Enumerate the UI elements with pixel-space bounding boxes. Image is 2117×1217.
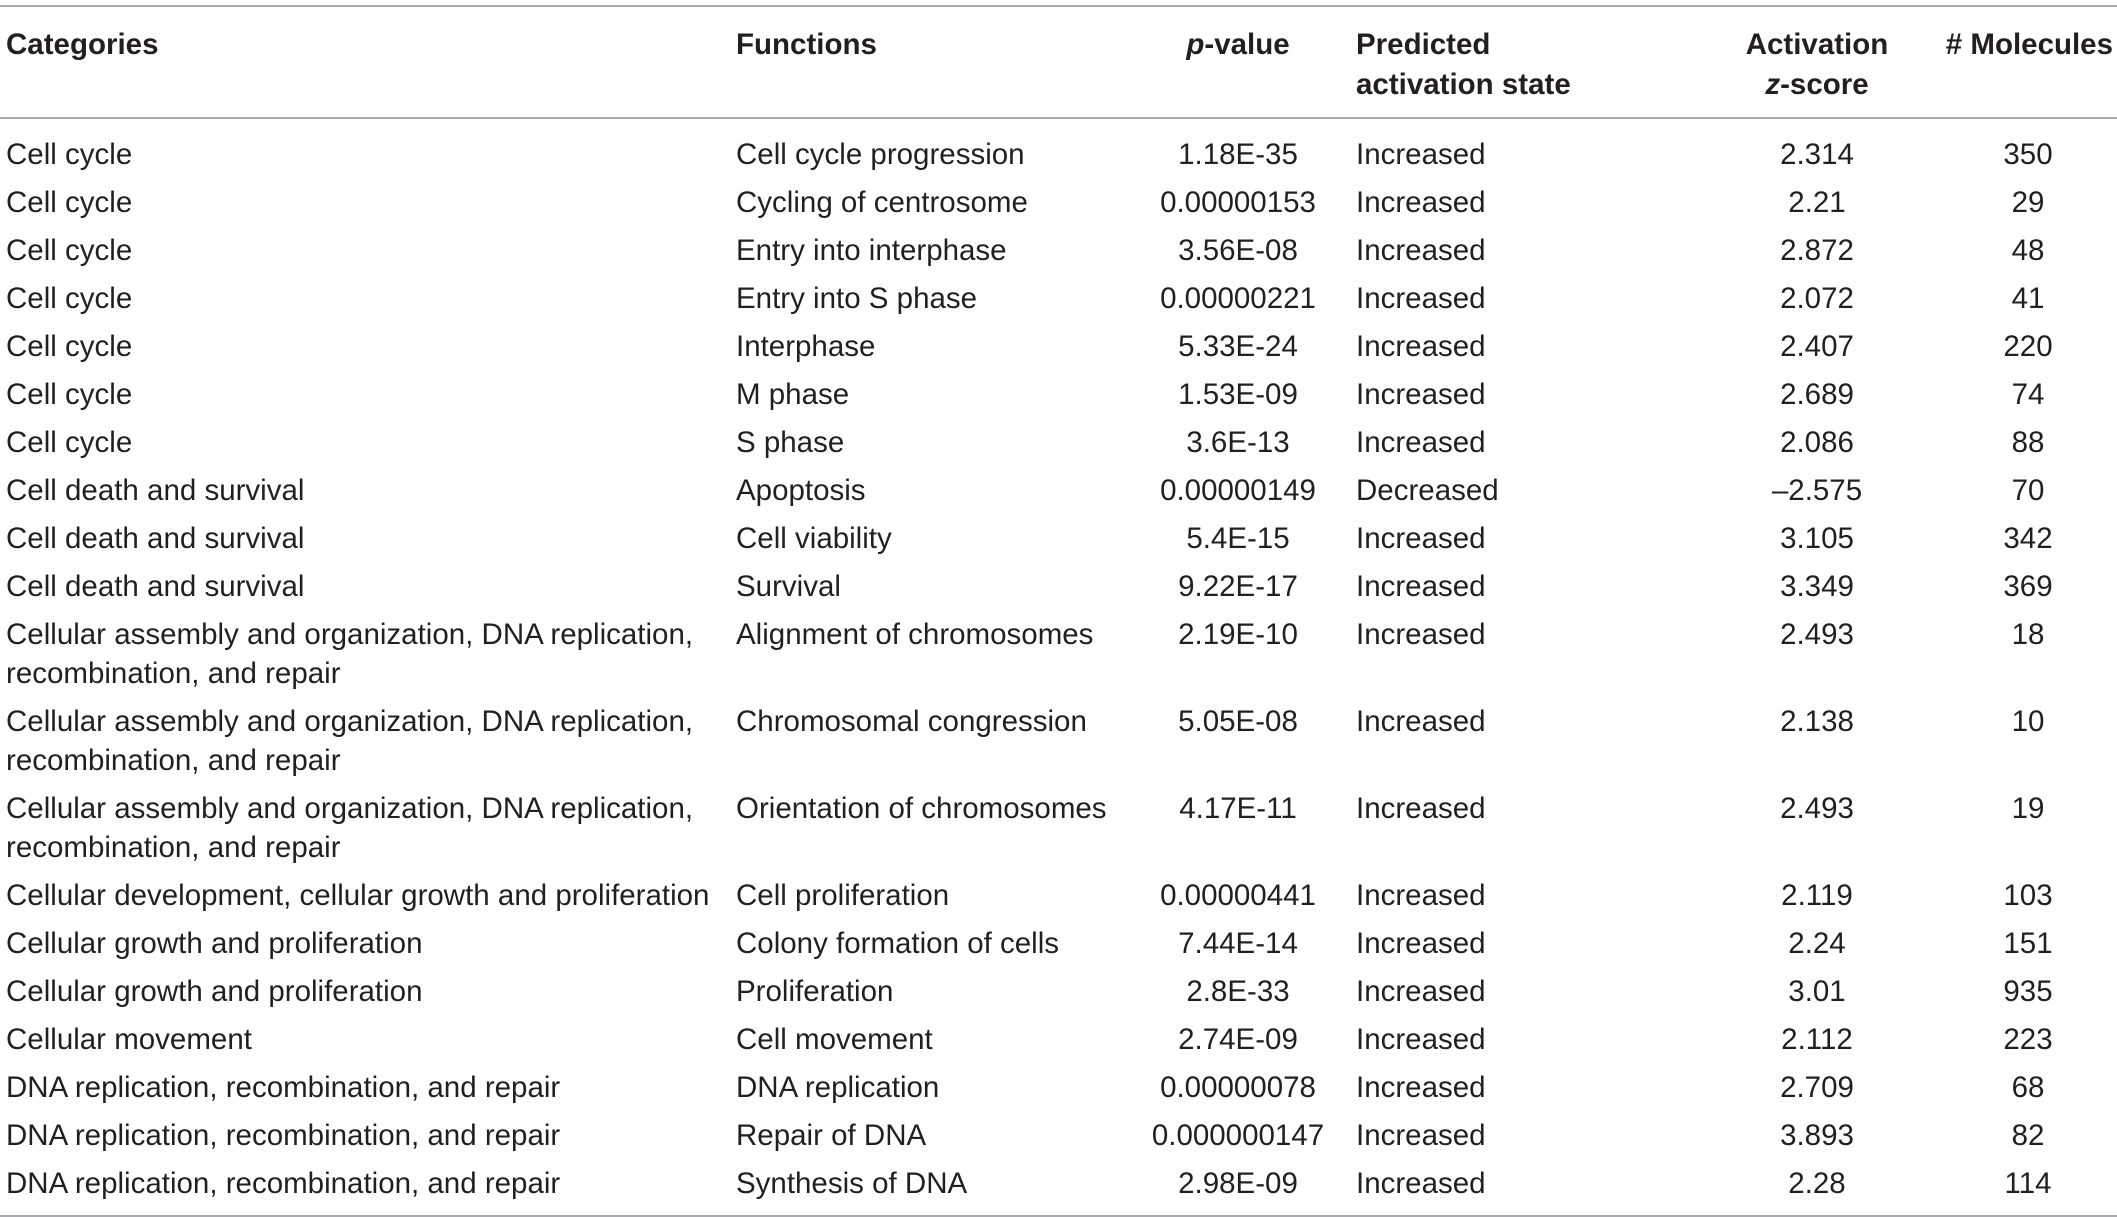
- header-z-italic: z: [1765, 68, 1781, 101]
- table-row: [0, 697, 2117, 784]
- molecules-cell: 103: [2003, 879, 2053, 912]
- activation-state-cell: Increased: [1356, 792, 1486, 825]
- function-cell: Colony formation of cells: [736, 927, 1060, 960]
- z-score-cell: 3.349: [1780, 570, 1854, 603]
- molecules-cell: 41: [2011, 282, 2045, 315]
- molecules-cell: 29: [2011, 186, 2045, 219]
- table-row: [0, 871, 2117, 919]
- activation-state-cell: Increased: [1356, 378, 1486, 411]
- activation-state-cell: Increased: [1356, 1167, 1486, 1200]
- z-score-cell: 2.112: [1781, 1023, 1853, 1056]
- table-row: [0, 1015, 2117, 1063]
- z-score-cell: 2.24: [1788, 927, 1846, 960]
- p-value-cell: 0.00000078: [1160, 1071, 1316, 1104]
- category-cell: DNA replication, recombination, and repair: [6, 1167, 561, 1200]
- category-cell: Cellular movement: [6, 1023, 252, 1056]
- p-value-cell: 2.19E-10: [1178, 618, 1298, 651]
- molecules-cell: 82: [2011, 1119, 2045, 1152]
- table-row: [0, 322, 2117, 370]
- function-cell: Alignment of chromosomes: [736, 618, 1094, 651]
- table-row: [0, 178, 2117, 226]
- category-cell: Cell cycle: [6, 234, 133, 267]
- p-value-cell: 1.18E-35: [1178, 138, 1298, 171]
- category-cell: Cellular assembly and organization, DNA replication, recombination, and repair: [6, 792, 694, 864]
- activation-state-cell: Increased: [1356, 879, 1486, 912]
- function-cell: Survival: [736, 570, 841, 603]
- molecules-cell: 114: [2004, 1167, 2052, 1200]
- molecules-cell: 342: [2003, 522, 2053, 555]
- activation-state-cell: Increased: [1356, 570, 1486, 603]
- z-score-cell: 2.872: [1780, 234, 1854, 267]
- p-value-cell: 9.22E-17: [1178, 570, 1298, 603]
- molecules-cell: 223: [2003, 1023, 2053, 1056]
- category-cell: Cellular development, cellular growth and proliferation: [6, 879, 710, 912]
- p-value-cell: 5.05E-08: [1178, 705, 1298, 738]
- function-cell: Cell proliferation: [736, 879, 950, 912]
- header-z-score: [1695, 6, 1939, 118]
- function-cell: Cell movement: [736, 1023, 933, 1056]
- header-z-line1: Activation: [1745, 28, 1889, 61]
- header-molecules: # Molecules: [1945, 28, 2113, 61]
- function-cell: S phase: [736, 426, 845, 459]
- function-cell: Cell cycle progression: [736, 138, 1025, 171]
- p-value-cell: 3.6E-13: [1186, 426, 1290, 459]
- function-cell: DNA replication: [736, 1071, 940, 1104]
- table-row: [0, 1159, 2117, 1216]
- function-cell: Interphase: [736, 330, 876, 363]
- activation-state-cell: Increased: [1356, 975, 1486, 1008]
- activation-state-cell: Increased: [1356, 927, 1486, 960]
- p-value-cell: 2.8E-33: [1186, 975, 1290, 1008]
- table-row: [0, 919, 2117, 967]
- table-row: [0, 274, 2117, 322]
- p-value-cell: 7.44E-14: [1178, 927, 1298, 960]
- category-cell: Cell death and survival: [6, 522, 305, 555]
- category-cell: Cellular assembly and organization, DNA replication, recombination, and repair: [6, 618, 694, 690]
- header-row: [0, 6, 2117, 118]
- p-value-cell: 5.33E-24: [1178, 330, 1298, 363]
- z-score-cell: 3.01: [1788, 975, 1846, 1008]
- table-row: [0, 784, 2117, 871]
- table-row: [0, 967, 2117, 1015]
- table-row: [0, 466, 2117, 514]
- p-value-cell: 4.17E-11: [1179, 792, 1297, 825]
- molecules-cell: 74: [2011, 378, 2045, 411]
- table-row: [0, 418, 2117, 466]
- molecules-cell: 68: [2011, 1071, 2045, 1104]
- header-p-value: [1120, 6, 1356, 118]
- z-score-cell: 2.709: [1780, 1071, 1854, 1104]
- p-value-cell: 2.98E-09: [1178, 1167, 1298, 1200]
- function-cell: Repair of DNA: [736, 1119, 927, 1152]
- function-cell: Synthesis of DNA: [736, 1167, 968, 1200]
- activation-state-cell: Increased: [1356, 1119, 1486, 1152]
- activation-state-cell: Increased: [1356, 1023, 1486, 1056]
- category-cell: Cell cycle: [6, 426, 133, 459]
- z-score-cell: 2.086: [1780, 426, 1854, 459]
- function-cell: Cell viability: [736, 522, 892, 555]
- table-row: [0, 1063, 2117, 1111]
- table-row: [0, 562, 2117, 610]
- z-score-cell: 2.493: [1780, 792, 1854, 825]
- table-body: [0, 118, 2117, 1216]
- category-cell: Cell death and survival: [6, 570, 305, 603]
- molecules-cell: 350: [2003, 138, 2053, 171]
- activation-state-cell: Decreased: [1356, 474, 1499, 507]
- z-score-cell: 2.072: [1780, 282, 1854, 315]
- p-value-cell: 0.00000149: [1160, 474, 1316, 507]
- function-cell: M phase: [736, 378, 850, 411]
- category-cell: Cellular assembly and organization, DNA replication, recombination, and repair: [6, 705, 694, 777]
- activation-state-cell: Increased: [1356, 330, 1486, 363]
- activation-state-cell: Increased: [1356, 618, 1486, 651]
- molecules-cell: 18: [2011, 618, 2045, 651]
- results-table: [0, 5, 2117, 1217]
- p-value-cell: 3.56E-08: [1178, 234, 1298, 267]
- z-score-cell: 2.28: [1788, 1167, 1846, 1200]
- category-cell: Cell cycle: [6, 378, 133, 411]
- molecules-cell: 935: [2003, 975, 2053, 1008]
- z-score-cell: 2.119: [1781, 879, 1853, 912]
- activation-state-cell: Increased: [1356, 705, 1486, 738]
- category-cell: Cell cycle: [6, 186, 133, 219]
- molecules-cell: 70: [2011, 474, 2045, 507]
- header-categories: Categories: [6, 28, 159, 61]
- category-cell: DNA replication, recombination, and repair: [6, 1119, 561, 1152]
- category-cell: Cellular growth and proliferation: [6, 927, 423, 960]
- table-row: [0, 610, 2117, 697]
- molecules-cell: 10: [2011, 705, 2045, 738]
- z-score-cell: 3.893: [1780, 1119, 1854, 1152]
- category-cell: Cell death and survival: [6, 474, 305, 507]
- category-cell: DNA replication, recombination, and repair: [6, 1071, 561, 1104]
- table-row: [0, 514, 2117, 562]
- header-functions: Functions: [736, 28, 877, 61]
- activation-state-cell: Increased: [1356, 186, 1486, 219]
- p-value-cell: 0.00000153: [1160, 186, 1316, 219]
- category-cell: Cellular growth and proliferation: [6, 975, 423, 1008]
- p-value-cell: 5.4E-15: [1186, 522, 1290, 555]
- table-row: [0, 370, 2117, 418]
- molecules-cell: 19: [2011, 792, 2045, 825]
- molecules-cell: 48: [2011, 234, 2045, 267]
- z-score-cell: 3.105: [1780, 522, 1854, 555]
- z-score-cell: 2.689: [1780, 378, 1854, 411]
- activation-state-cell: Increased: [1356, 1071, 1486, 1104]
- activation-state-cell: Increased: [1356, 522, 1486, 555]
- header-p-italic: p: [1186, 28, 1205, 61]
- function-cell: Orientation of chromosomes: [736, 792, 1107, 825]
- molecules-cell: 220: [2003, 330, 2053, 363]
- function-cell: Chromosomal congression: [736, 705, 1087, 738]
- table-row: [0, 118, 2117, 178]
- header-p-rest: -value: [1204, 28, 1290, 61]
- function-cell: Apoptosis: [736, 474, 866, 507]
- z-score-cell: 2.314: [1780, 138, 1854, 171]
- header-z-rest: -score: [1780, 68, 1869, 101]
- category-cell: Cell cycle: [6, 138, 133, 171]
- function-cell: Entry into S phase: [736, 282, 978, 315]
- z-score-cell: 2.493: [1780, 618, 1854, 651]
- activation-state-cell: Increased: [1356, 234, 1486, 267]
- molecules-cell: 369: [2003, 570, 2053, 603]
- p-value-cell: 0.000000147: [1151, 1119, 1325, 1152]
- table-row: [0, 226, 2117, 274]
- p-value-cell: 0.00000441: [1160, 879, 1316, 912]
- z-score-cell: 2.21: [1788, 186, 1846, 219]
- p-value-cell: 0.00000221: [1160, 282, 1316, 315]
- z-score-cell: 2.138: [1780, 705, 1854, 738]
- category-cell: Cell cycle: [6, 282, 133, 315]
- function-cell: Proliferation: [736, 975, 894, 1008]
- header-state-line2: activation state: [1356, 68, 1571, 101]
- molecules-cell: 88: [2011, 426, 2045, 459]
- activation-state-cell: Increased: [1356, 426, 1486, 459]
- activation-state-cell: Increased: [1356, 138, 1486, 171]
- z-score-cell: 2.407: [1780, 330, 1854, 363]
- p-value-cell: 1.53E-09: [1178, 378, 1298, 411]
- function-cell: Cycling of centrosome: [736, 186, 1028, 219]
- molecules-cell: 151: [2003, 927, 2053, 960]
- category-cell: Cell cycle: [6, 330, 133, 363]
- table-row: [0, 1111, 2117, 1159]
- p-value-cell: 2.74E-09: [1178, 1023, 1298, 1056]
- header-state-line1: Predicted: [1356, 28, 1491, 61]
- header-predicted-state: [1356, 6, 1695, 118]
- activation-state-cell: Increased: [1356, 282, 1486, 315]
- z-score-cell: –2.575: [1771, 474, 1863, 507]
- function-cell: Entry into interphase: [736, 234, 1007, 267]
